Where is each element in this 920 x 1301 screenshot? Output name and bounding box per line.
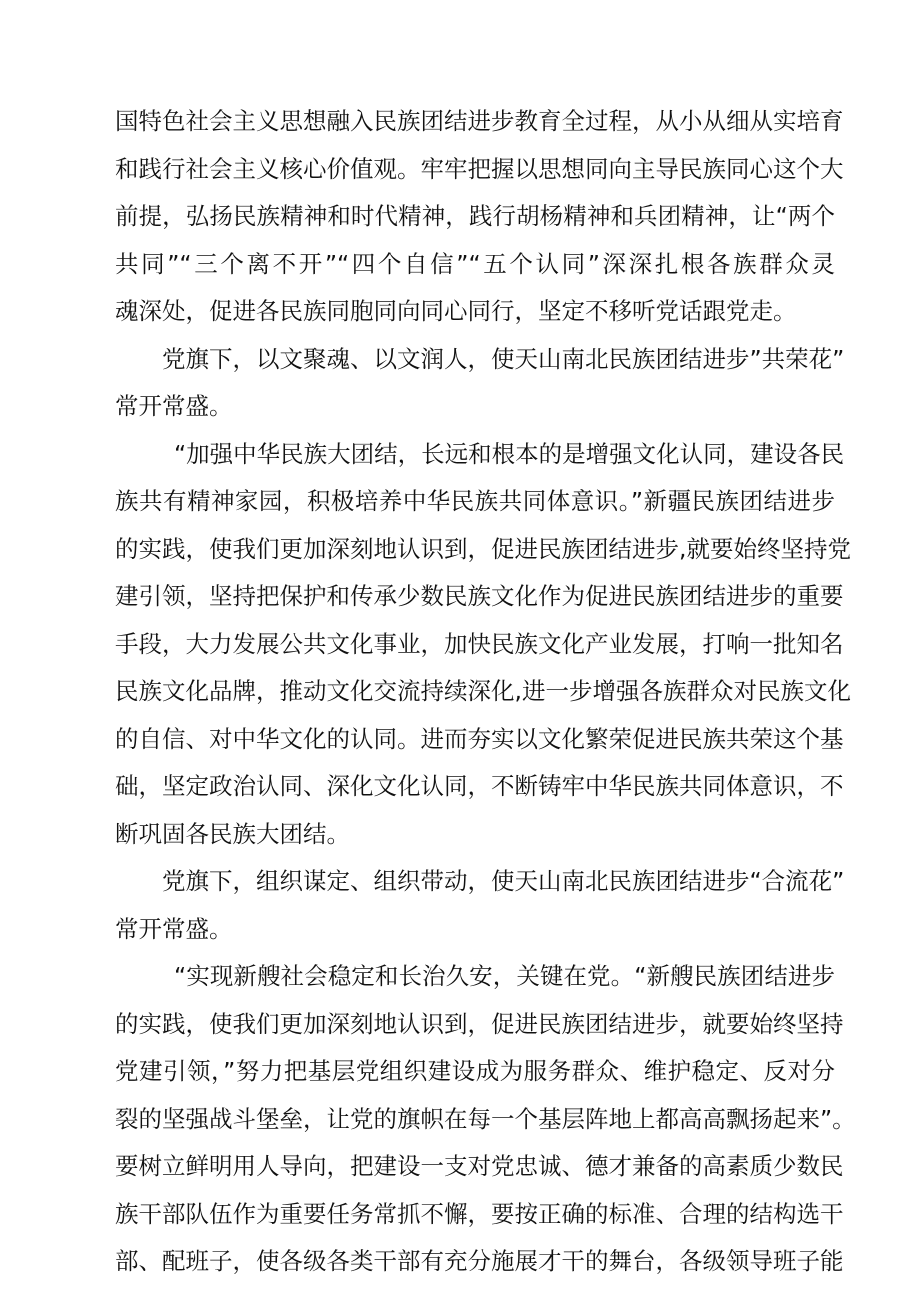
paragraph-organization bbox=[115, 953, 856, 1286]
paragraph-core-values bbox=[115, 98, 844, 336]
text-line: 共同”“三个离不开”“四个自信”“五个认同”深深扎根各族群众灵 bbox=[115, 249, 835, 278]
paragraph-culture bbox=[115, 431, 851, 859]
text-line: 的实践，使我们更加深刻地认识到，促进民族团结进步，就要始终坚持 bbox=[115, 1009, 844, 1038]
text-line: 党旗下，组织谋定、组织带动，使天山南北民族团结进步“合流花” bbox=[162, 867, 845, 895]
text-line: 建引领，坚持把保护和传承少数民族文化作为促进民族团结进步的重要 bbox=[115, 582, 844, 610]
text-line: 裂的坚强战斗堡垒，让党的旗帜在每一个基层阵地上都高高飘扬起来”。 bbox=[115, 1104, 856, 1133]
text-line: 前提，弘扬民族精神和时代精神，践行胡杨精神和兵团精神，让“两个 bbox=[115, 202, 835, 230]
text-line: 民族文化品牌，推动文化交流持续深化,进一步增强各族群众对民族文化 bbox=[115, 677, 851, 705]
text-line: 魂深处，促进各民族同胞同向同心同行，坚定不移听党话跟党走。 bbox=[115, 297, 797, 325]
document-body bbox=[115, 98, 856, 1286]
text-line: 和践行社会主义核心价值观。牢牢把握以思想同向主导民族同心这个大 bbox=[115, 154, 844, 183]
text-line: 的自信、对中华文化的认同。进而夯实以文化繁荣促进民族共荣这个基 bbox=[115, 724, 844, 753]
text-line: 党建引领，”努力把基层党组织建设成为服务群众、维护稳定、反对分 bbox=[115, 1057, 835, 1085]
paragraph-heading-culture bbox=[115, 336, 845, 431]
text-line: 族干部队伍作为重要任务常抓不懈，要按正确的标准、合理的结构选干 bbox=[115, 1199, 844, 1228]
text-line: 国特色社会主义思想融入民族团结进步教育全过程，从小从细从实培育 bbox=[115, 107, 844, 135]
text-line: “加强中华民族大团结，长远和根本的是增强文化认同，建设各民 bbox=[174, 439, 845, 468]
paragraph-heading-organization bbox=[115, 858, 845, 953]
text-line: 手段，大力发展公共文化事业，加快民族文化产业发展，打响一批知名 bbox=[115, 629, 844, 658]
text-line: “实现新艘社会稳定和长治久安，关键在党。“新艘民族团结进步 bbox=[174, 962, 835, 990]
text-line: 础，坚定政治认同、深化文化认同，不断铸牢中华民族共同体意识，不 bbox=[115, 772, 844, 800]
text-line: 断巩固各民族大团结。 bbox=[115, 819, 350, 848]
text-line: 要树立鲜明用人导向，把建设一支对党忠诚、德才兼备的高素质少数民 bbox=[115, 1152, 844, 1180]
text-line: 常开常盛。 bbox=[115, 392, 233, 420]
text-line: 族共有精神家园，积极培养中华民族共同体意识。”新疆民族团结进步 bbox=[115, 487, 835, 515]
text-line: 党旗下，以文聚魂、以文润人，使天山南北民族团结进步”共荣花” bbox=[162, 344, 845, 373]
text-line: 常开常盛。 bbox=[115, 914, 233, 943]
text-line: 的实践，使我们更加深刻地认识到，促进民族团结进步,就要始终坚持党 bbox=[115, 534, 851, 563]
text-line: 部、配班子，使各级各类干部有充分施展才干的舞台，各级领导班子能 bbox=[115, 1247, 844, 1275]
